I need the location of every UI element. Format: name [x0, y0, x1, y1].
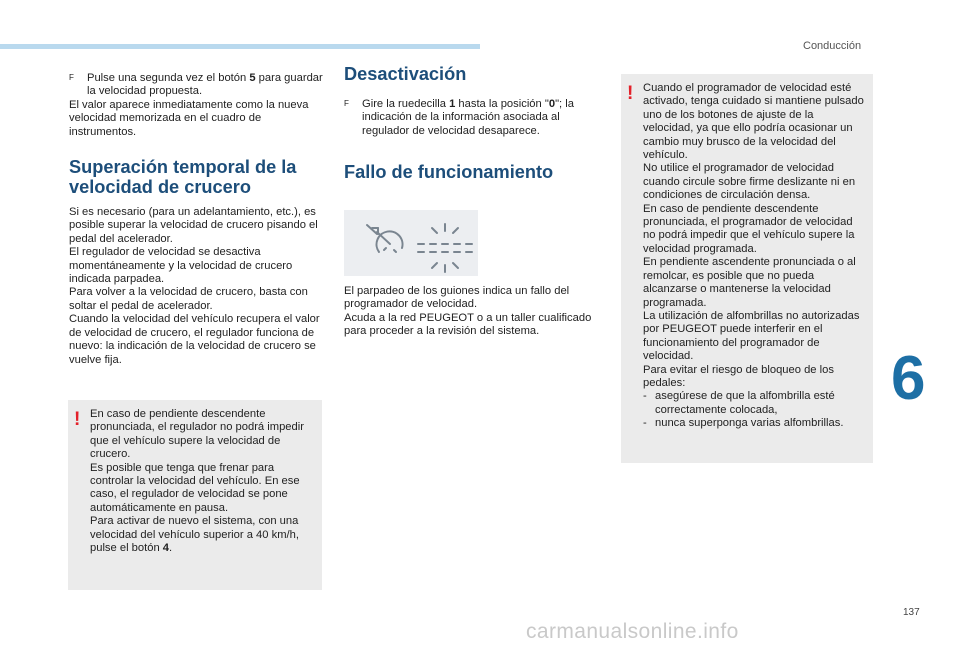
dash-item: - asegúrese de que la alfombrilla esté correctamente colocada,: [643, 390, 835, 416]
speedometer-with-blinking-dashes-icon: [344, 210, 478, 276]
warning-line: Es posible que tenga que frenar para controlar la velocidad del vehículo. En ese caso, el regulador de velocidad se pone automáticamente en pausa.: [90, 461, 300, 514]
warning-line: Para evitar el riesgo de bloqueo de los pedales:: [643, 363, 834, 389]
warning-line: La utilización de alfombrillas no autorizadas por PEUGEOT puede interferir en el funcionamiento del programador de velocidad.: [643, 309, 860, 363]
heading-deactivation: Desactivación: [344, 64, 467, 84]
section-title: Conducción: [803, 40, 862, 52]
column-left: [69, 71, 327, 367]
intro-paragraph: El valor aparece inmediatamente como la nueva velocidad memorizada en el cuadro de instrumentos.: [69, 98, 309, 138]
paragraph: Si es necesario (para un adelantamiento, etc.), es posible superar la velocidad de crucero pisando el pedal del acelerador.: [69, 206, 318, 245]
intro-step: F Pulse una segunda vez el botón 5 para guardar la velocidad propuesta.: [69, 72, 323, 98]
deactivation-step: F Gire la ruedecilla 1 hasta la posición "0"; la indicación de la información asociada al regulador de velocidad desaparece.: [344, 98, 574, 137]
paragraph: Para volver a la velocidad de crucero, basta con soltar el pedal de acelerador.: [69, 286, 308, 312]
paragraph: Acuda a la red PEUGEOT o a un taller cualificado para proceder a la revisión del sistema.: [344, 311, 592, 338]
chapter-number: 6: [891, 344, 926, 413]
paragraph: Cuando la velocidad del vehículo recupera el valor de velocidad de crucero, el regulador funciona de nuevo: la indicación de la velocidad de crucero se vuelve fija.: [69, 313, 320, 366]
cruise-control-fault-illustration: [344, 210, 478, 276]
step-marker: F: [69, 73, 74, 82]
warning-box-right: [621, 74, 873, 463]
watermark: carmanualsonline.info: [526, 620, 739, 643]
dash-item: - nunca superponga varias alfombrillas.: [643, 417, 844, 430]
heading-malfunction: Fallo de funcionamiento: [344, 162, 554, 183]
warning-box-left: [68, 400, 322, 590]
page-number: 137: [903, 607, 920, 618]
warning-line: En pendiente ascendente pronunciada o al remolcar, es posible que no pueda alcanzarse o mantenerse la velocidad programada.: [643, 256, 856, 309]
warning-exclamation-icon: !: [74, 409, 81, 430]
malfunction-text: [344, 285, 594, 339]
heading-temporary-override: Superación temporal de la velocidad de crucero: [69, 157, 297, 198]
warning-line: En caso de pendiente descendente pronunciada, el regulador no podrá impedir que el vehículo supere la velocidad de crucero.: [90, 408, 304, 461]
column-middle: [344, 64, 594, 182]
warning-line: No utilice el programador de velocidad cuando circule sobre firme deslizante ni en condiciones de circulación densa.: [643, 162, 856, 202]
warning-line: En caso de pendiente descendente pronunciada, el programador de velocidad no podrá impedir que el vehículo supere la velocidad programada.: [643, 202, 855, 255]
paragraph: El parpadeo de los guiones indica un fallo del programador de velocidad.: [344, 285, 570, 311]
step-marker: F: [344, 99, 349, 108]
warning-line: Cuando el programador de velocidad esté activado, tenga cuidado si mantiene pulsado uno de los botones de ajuste de la velocidad, ya que ello podría ocasionar un cambio muy brusco de la velocidad del vehículo.: [643, 82, 864, 162]
paragraph: El regulador de velocidad se desactiva momentáneamente y la velocidad de crucero indicada parpadea.: [69, 246, 293, 286]
warning-line: Para activar de nuevo el sistema, con una velocidad del vehículo superior a 40 km/h, pulse el botón 4.: [90, 515, 299, 555]
header-accent-bar: [0, 44, 480, 49]
warning-exclamation-icon: !: [627, 83, 634, 104]
